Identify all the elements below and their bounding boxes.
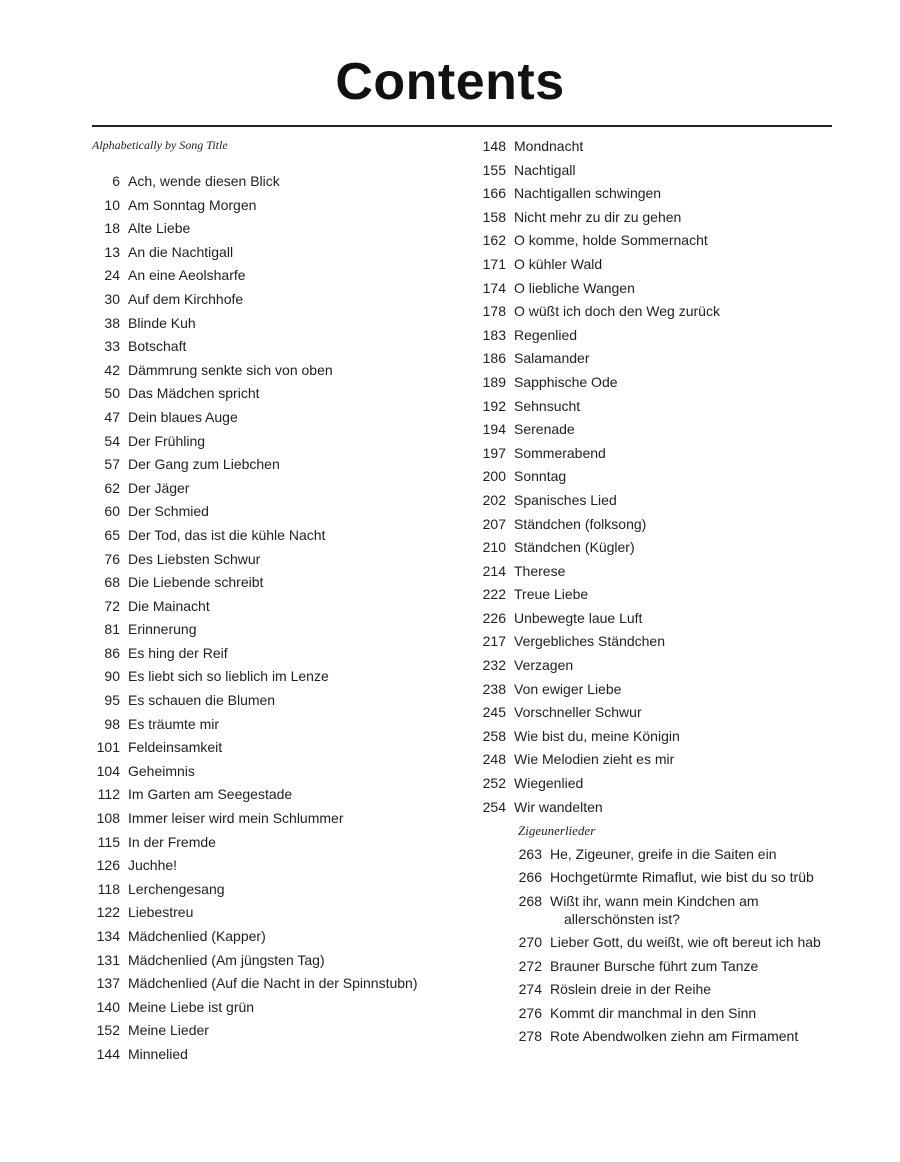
song-title: Feldeinsamkeit <box>128 739 223 756</box>
song-title: Geheimnis <box>128 762 195 779</box>
page-number: 86 <box>104 644 120 661</box>
title-rule <box>92 125 832 127</box>
page-number: 274 <box>518 981 542 998</box>
page-number: 183 <box>482 326 506 343</box>
page-number: 194 <box>482 421 506 438</box>
page-number: 189 <box>482 373 506 390</box>
song-title: Der Frühling <box>128 432 206 449</box>
toc-entry[interactable] <box>478 931 838 955</box>
toc-column-right <box>478 135 838 1049</box>
song-title: Sehnsucht <box>514 397 581 414</box>
toc-entry[interactable] <box>478 418 838 442</box>
song-title: Mädchenlied (Auf die Nacht in der Spinnstubn) <box>128 975 418 992</box>
toc-entry[interactable] <box>92 359 462 383</box>
page-number: 98 <box>104 715 120 732</box>
page-number: 222 <box>482 586 506 603</box>
song-title: O liebliche Wangen <box>514 279 635 296</box>
toc-entry[interactable] <box>92 665 462 689</box>
page-number: 263 <box>518 845 542 862</box>
toc-entry[interactable] <box>478 347 838 371</box>
page-number: 118 <box>97 880 120 897</box>
toc-entry[interactable] <box>92 477 462 501</box>
page-number: 112 <box>97 786 120 803</box>
toc-entry[interactable] <box>92 854 462 878</box>
toc-entry[interactable] <box>478 442 838 466</box>
toc-entry[interactable] <box>478 843 838 867</box>
toc-entry[interactable] <box>92 312 462 336</box>
group-heading: Zigeunerlieder <box>518 823 596 839</box>
song-title: Wie bist du, meine Königin <box>514 727 680 744</box>
song-title: Treue Liebe <box>514 586 589 603</box>
page-number: 30 <box>104 290 120 307</box>
song-title: Mondnacht <box>514 138 584 154</box>
toc-entry[interactable] <box>478 678 838 702</box>
page-number: 232 <box>482 657 506 674</box>
toc-entry[interactable] <box>92 972 462 996</box>
toc-entry[interactable] <box>92 170 462 194</box>
song-title: Der Tod, das ist die kühle Nacht <box>128 526 326 543</box>
page-number: 152 <box>96 1022 120 1039</box>
page-number: 140 <box>96 998 120 1015</box>
toc-entry[interactable] <box>478 324 838 348</box>
song-title: An eine Aeolsharfe <box>128 267 246 284</box>
group-list <box>478 843 838 1049</box>
toc-entry[interactable] <box>92 736 462 760</box>
song-title: Rote Abendwolken ziehn am Firmament <box>550 1028 799 1045</box>
toc-column-left <box>92 170 462 1067</box>
page-number: 13 <box>104 243 120 260</box>
toc-entry[interactable] <box>478 465 838 489</box>
toc-entry[interactable] <box>478 560 838 584</box>
toc-entry[interactable] <box>92 831 462 855</box>
toc-entry[interactable] <box>478 748 838 772</box>
toc-entry[interactable] <box>92 1019 462 1043</box>
page-number: 62 <box>104 479 120 496</box>
song-title: Der Jäger <box>128 479 190 496</box>
toc-entry[interactable] <box>92 194 462 218</box>
page-number: 137 <box>96 975 120 992</box>
page-number: 178 <box>482 303 506 320</box>
page-number: 50 <box>104 385 120 402</box>
song-title: He, Zigeuner, greife in die Saiten ein <box>550 845 777 862</box>
toc-entry[interactable] <box>478 300 838 324</box>
song-title: Sonntag <box>514 468 567 485</box>
page-number: 155 <box>482 161 506 178</box>
song-title: Salamander <box>514 350 590 367</box>
toc-entry[interactable] <box>478 182 838 206</box>
page-number: 47 <box>104 408 120 425</box>
song-title: Der Gang zum Liebchen <box>128 456 280 473</box>
toc-entry[interactable] <box>478 229 838 253</box>
song-title: Verzagen <box>514 657 574 674</box>
page-number: 104 <box>96 762 120 779</box>
song-title: Wir wandelten <box>514 798 603 815</box>
page-number: 258 <box>482 727 506 744</box>
page-number: 166 <box>482 185 506 202</box>
page-number: 65 <box>104 526 120 543</box>
song-title: An die Nachtigall <box>128 243 234 260</box>
song-title: Des Liebsten Schwur <box>128 550 261 567</box>
song-title: Therese <box>514 562 566 579</box>
page-number: 95 <box>104 692 120 709</box>
toc-entry[interactable] <box>92 783 462 807</box>
page-number: 278 <box>518 1028 542 1045</box>
toc-entry[interactable] <box>92 925 462 949</box>
page-number: 252 <box>482 775 506 792</box>
page-number: 144 <box>96 1045 120 1062</box>
page-number: 266 <box>518 869 542 886</box>
page-number: 18 <box>104 220 120 237</box>
toc-entry[interactable] <box>92 288 462 312</box>
sort-subheading: Alphabetically by Song Title <box>92 138 228 152</box>
toc-entry[interactable] <box>478 277 838 301</box>
song-title: Ach, wende diesen Blick <box>128 173 280 189</box>
toc-entry[interactable] <box>92 453 462 477</box>
song-title: Der Schmied <box>128 503 209 520</box>
toc-entry[interactable] <box>478 796 838 820</box>
song-title: Hochgetürmte Rimaflut, wie bist du so trüb <box>550 869 814 886</box>
song-title: Nachtigallen schwingen <box>514 185 662 202</box>
song-title: Das Mädchen spricht <box>128 385 260 402</box>
toc-entry[interactable] <box>478 955 838 979</box>
page-title: Contents <box>335 53 565 111</box>
song-title: O komme, holde Sommernacht <box>514 232 708 249</box>
toc-entry[interactable] <box>478 725 838 749</box>
page-number: 33 <box>104 338 120 355</box>
page-number: 254 <box>482 798 506 815</box>
toc-entry[interactable] <box>92 996 462 1020</box>
page-number: 68 <box>104 574 120 591</box>
toc-entry[interactable] <box>92 713 462 737</box>
toc-entry[interactable] <box>92 689 462 713</box>
song-title: Vergebliches Ständchen <box>514 633 665 650</box>
toc-entry[interactable] <box>92 548 462 572</box>
song-title: Mädchenlied (Kapper) <box>128 928 266 944</box>
song-title: Ständchen (Kügler) <box>514 539 635 556</box>
toc-entry[interactable] <box>478 772 838 796</box>
toc-entry[interactable] <box>92 430 462 454</box>
toc-entry[interactable] <box>478 701 838 725</box>
toc-entry[interactable] <box>478 489 838 513</box>
song-title-continuation: allerschönsten ist? <box>564 911 680 927</box>
toc-entry[interactable] <box>478 371 838 395</box>
page-number: 214 <box>482 562 506 579</box>
song-title: Botschaft <box>128 338 187 355</box>
toc-entry[interactable] <box>92 618 462 642</box>
song-title: Wißt ihr, wann mein Kindchen am <box>550 893 759 909</box>
song-title: Brauner Bursche führt zum Tanze <box>550 957 759 974</box>
page-number: 38 <box>104 314 120 331</box>
toc-entry[interactable] <box>478 866 838 890</box>
song-title: Liebestreu <box>128 904 194 921</box>
toc-entry[interactable] <box>478 1025 838 1049</box>
song-title: Minnelied <box>128 1045 188 1062</box>
page-number: 126 <box>96 857 120 874</box>
song-title: Erinnerung <box>128 621 197 638</box>
song-title: Serenade <box>514 421 575 438</box>
toc-entry[interactable] <box>92 949 462 973</box>
page-number: 192 <box>482 397 506 414</box>
song-title: Regenlied <box>514 326 578 343</box>
page-number: 81 <box>104 621 120 638</box>
toc-entry[interactable] <box>92 901 462 925</box>
song-title: Dämmrung senkte sich von oben <box>128 361 333 378</box>
page-number: 42 <box>104 361 120 378</box>
song-title: Unbewegte laue Luft <box>514 609 643 626</box>
toc-entry[interactable] <box>478 395 838 419</box>
song-title-block <box>550 892 838 928</box>
song-title: Von ewiger Liebe <box>514 680 622 697</box>
page-number: 162 <box>482 232 506 249</box>
toc-entry[interactable] <box>92 241 462 265</box>
toc-entry[interactable] <box>92 217 462 241</box>
song-title: Nicht mehr zu dir zu gehen <box>514 208 682 225</box>
song-title: Es schauen die Blumen <box>128 692 276 709</box>
page-number: 122 <box>96 904 120 921</box>
page-number: 186 <box>482 350 506 367</box>
toc-entry[interactable] <box>478 253 838 277</box>
toc-entry[interactable] <box>478 1002 838 1026</box>
page-number: 174 <box>482 279 506 296</box>
song-title: O kühler Wald <box>514 255 603 272</box>
page-number: 268 <box>518 893 542 909</box>
page-number: 238 <box>482 680 506 697</box>
song-title: Am Sonntag Morgen <box>128 196 257 213</box>
song-title: In der Fremde <box>128 833 216 850</box>
page-number: 272 <box>518 957 542 974</box>
song-title: Wie Melodien zieht es mir <box>514 751 675 768</box>
toc-entry[interactable] <box>92 1043 462 1067</box>
page-number: 101 <box>96 739 120 756</box>
song-title: Juchhe! <box>128 857 178 874</box>
song-title: Vorschneller Schwur <box>514 704 642 721</box>
page-number: 90 <box>104 668 120 685</box>
toc-entry[interactable] <box>92 335 462 359</box>
page-number: 202 <box>482 491 506 508</box>
song-title: Kommt dir manchmal in den Sinn <box>550 1004 757 1021</box>
song-title: Meine Liebe ist grün <box>128 998 255 1015</box>
page-number: 10 <box>104 196 120 213</box>
toc-entry[interactable] <box>92 406 462 430</box>
toc-entry[interactable] <box>478 630 838 654</box>
page-number: 200 <box>482 468 506 485</box>
page-number: 210 <box>482 539 506 556</box>
page-number: 60 <box>104 503 120 520</box>
song-title: Meine Lieder <box>128 1022 209 1039</box>
song-title: Mädchenlied (Am jüngsten Tag) <box>128 951 325 968</box>
group-entries <box>478 843 838 1049</box>
page-number: 134 <box>96 928 120 944</box>
song-title: Spanisches Lied <box>514 491 617 508</box>
page-number: 76 <box>104 550 120 567</box>
toc-entry[interactable] <box>478 890 838 931</box>
toc-entry[interactable] <box>92 760 462 784</box>
page-number: 158 <box>482 208 506 225</box>
song-title: Sapphische Ode <box>514 373 618 390</box>
song-title: Die Liebende schreibt <box>128 574 264 591</box>
page-number: 115 <box>97 833 120 850</box>
page-number: 108 <box>96 810 120 827</box>
toc-entry[interactable] <box>478 513 838 537</box>
toc-entry[interactable] <box>478 536 838 560</box>
song-title: Es hing der Reif <box>128 644 228 661</box>
page-number: 248 <box>482 751 506 768</box>
song-title: Ständchen (folksong) <box>514 515 647 532</box>
song-title: Lieber Gott, du weißt, wie oft bereut ich hab <box>550 934 821 950</box>
page-number: 171 <box>482 255 506 272</box>
page-number: 270 <box>518 934 542 950</box>
page-number: 276 <box>518 1004 542 1021</box>
toc-entry[interactable] <box>478 607 838 631</box>
song-title: Die Mainacht <box>128 597 210 614</box>
song-title: Alte Liebe <box>128 220 191 237</box>
page-number: 207 <box>482 515 506 532</box>
song-title: Auf dem Kirchhofe <box>128 290 244 307</box>
page-number: 226 <box>482 609 506 626</box>
toc-entry[interactable] <box>478 978 838 1002</box>
toc-entry[interactable] <box>92 382 462 406</box>
page-number: 24 <box>104 267 120 284</box>
song-title: Im Garten am Seegestade <box>128 786 293 803</box>
toc-entry[interactable] <box>92 500 462 524</box>
song-title: O wüßt ich doch den Weg zurück <box>514 303 720 320</box>
song-title: Es liebt sich so lieblich im Lenze <box>128 668 329 685</box>
toc-entry[interactable] <box>92 264 462 288</box>
toc-entry[interactable] <box>92 642 462 666</box>
page-number: 245 <box>482 704 506 721</box>
page-number: 197 <box>482 444 506 461</box>
page-number: 6 <box>112 173 120 189</box>
song-title: Blinde Kuh <box>128 314 196 331</box>
toc-entry[interactable] <box>478 206 838 230</box>
song-title: Dein blaues Auge <box>128 408 238 425</box>
toc-entry[interactable] <box>92 524 462 548</box>
song-title: Sommerabend <box>514 444 606 461</box>
toc-entry[interactable] <box>478 135 838 159</box>
page-number: 131 <box>96 951 120 968</box>
toc-entry[interactable] <box>92 595 462 619</box>
toc-entry[interactable] <box>478 654 838 678</box>
song-title: Röslein dreie in der Reihe <box>550 981 712 998</box>
page-number: 54 <box>104 432 120 449</box>
page-number: 148 <box>482 138 506 154</box>
song-title: Lerchengesang <box>128 880 225 897</box>
page-number: 57 <box>104 456 120 473</box>
toc-entry[interactable] <box>92 571 462 595</box>
toc-entry[interactable] <box>92 807 462 831</box>
song-title: Es träumte mir <box>128 715 220 732</box>
song-title: Nachtigall <box>514 161 576 178</box>
toc-entry[interactable] <box>478 159 838 183</box>
song-title: Wiegenlied <box>514 775 584 792</box>
page-number: 72 <box>104 597 120 614</box>
toc-entry[interactable] <box>92 878 462 902</box>
song-title: Immer leiser wird mein Schlummer <box>128 810 344 827</box>
page-number: 217 <box>482 633 506 650</box>
toc-entry[interactable] <box>478 583 838 607</box>
